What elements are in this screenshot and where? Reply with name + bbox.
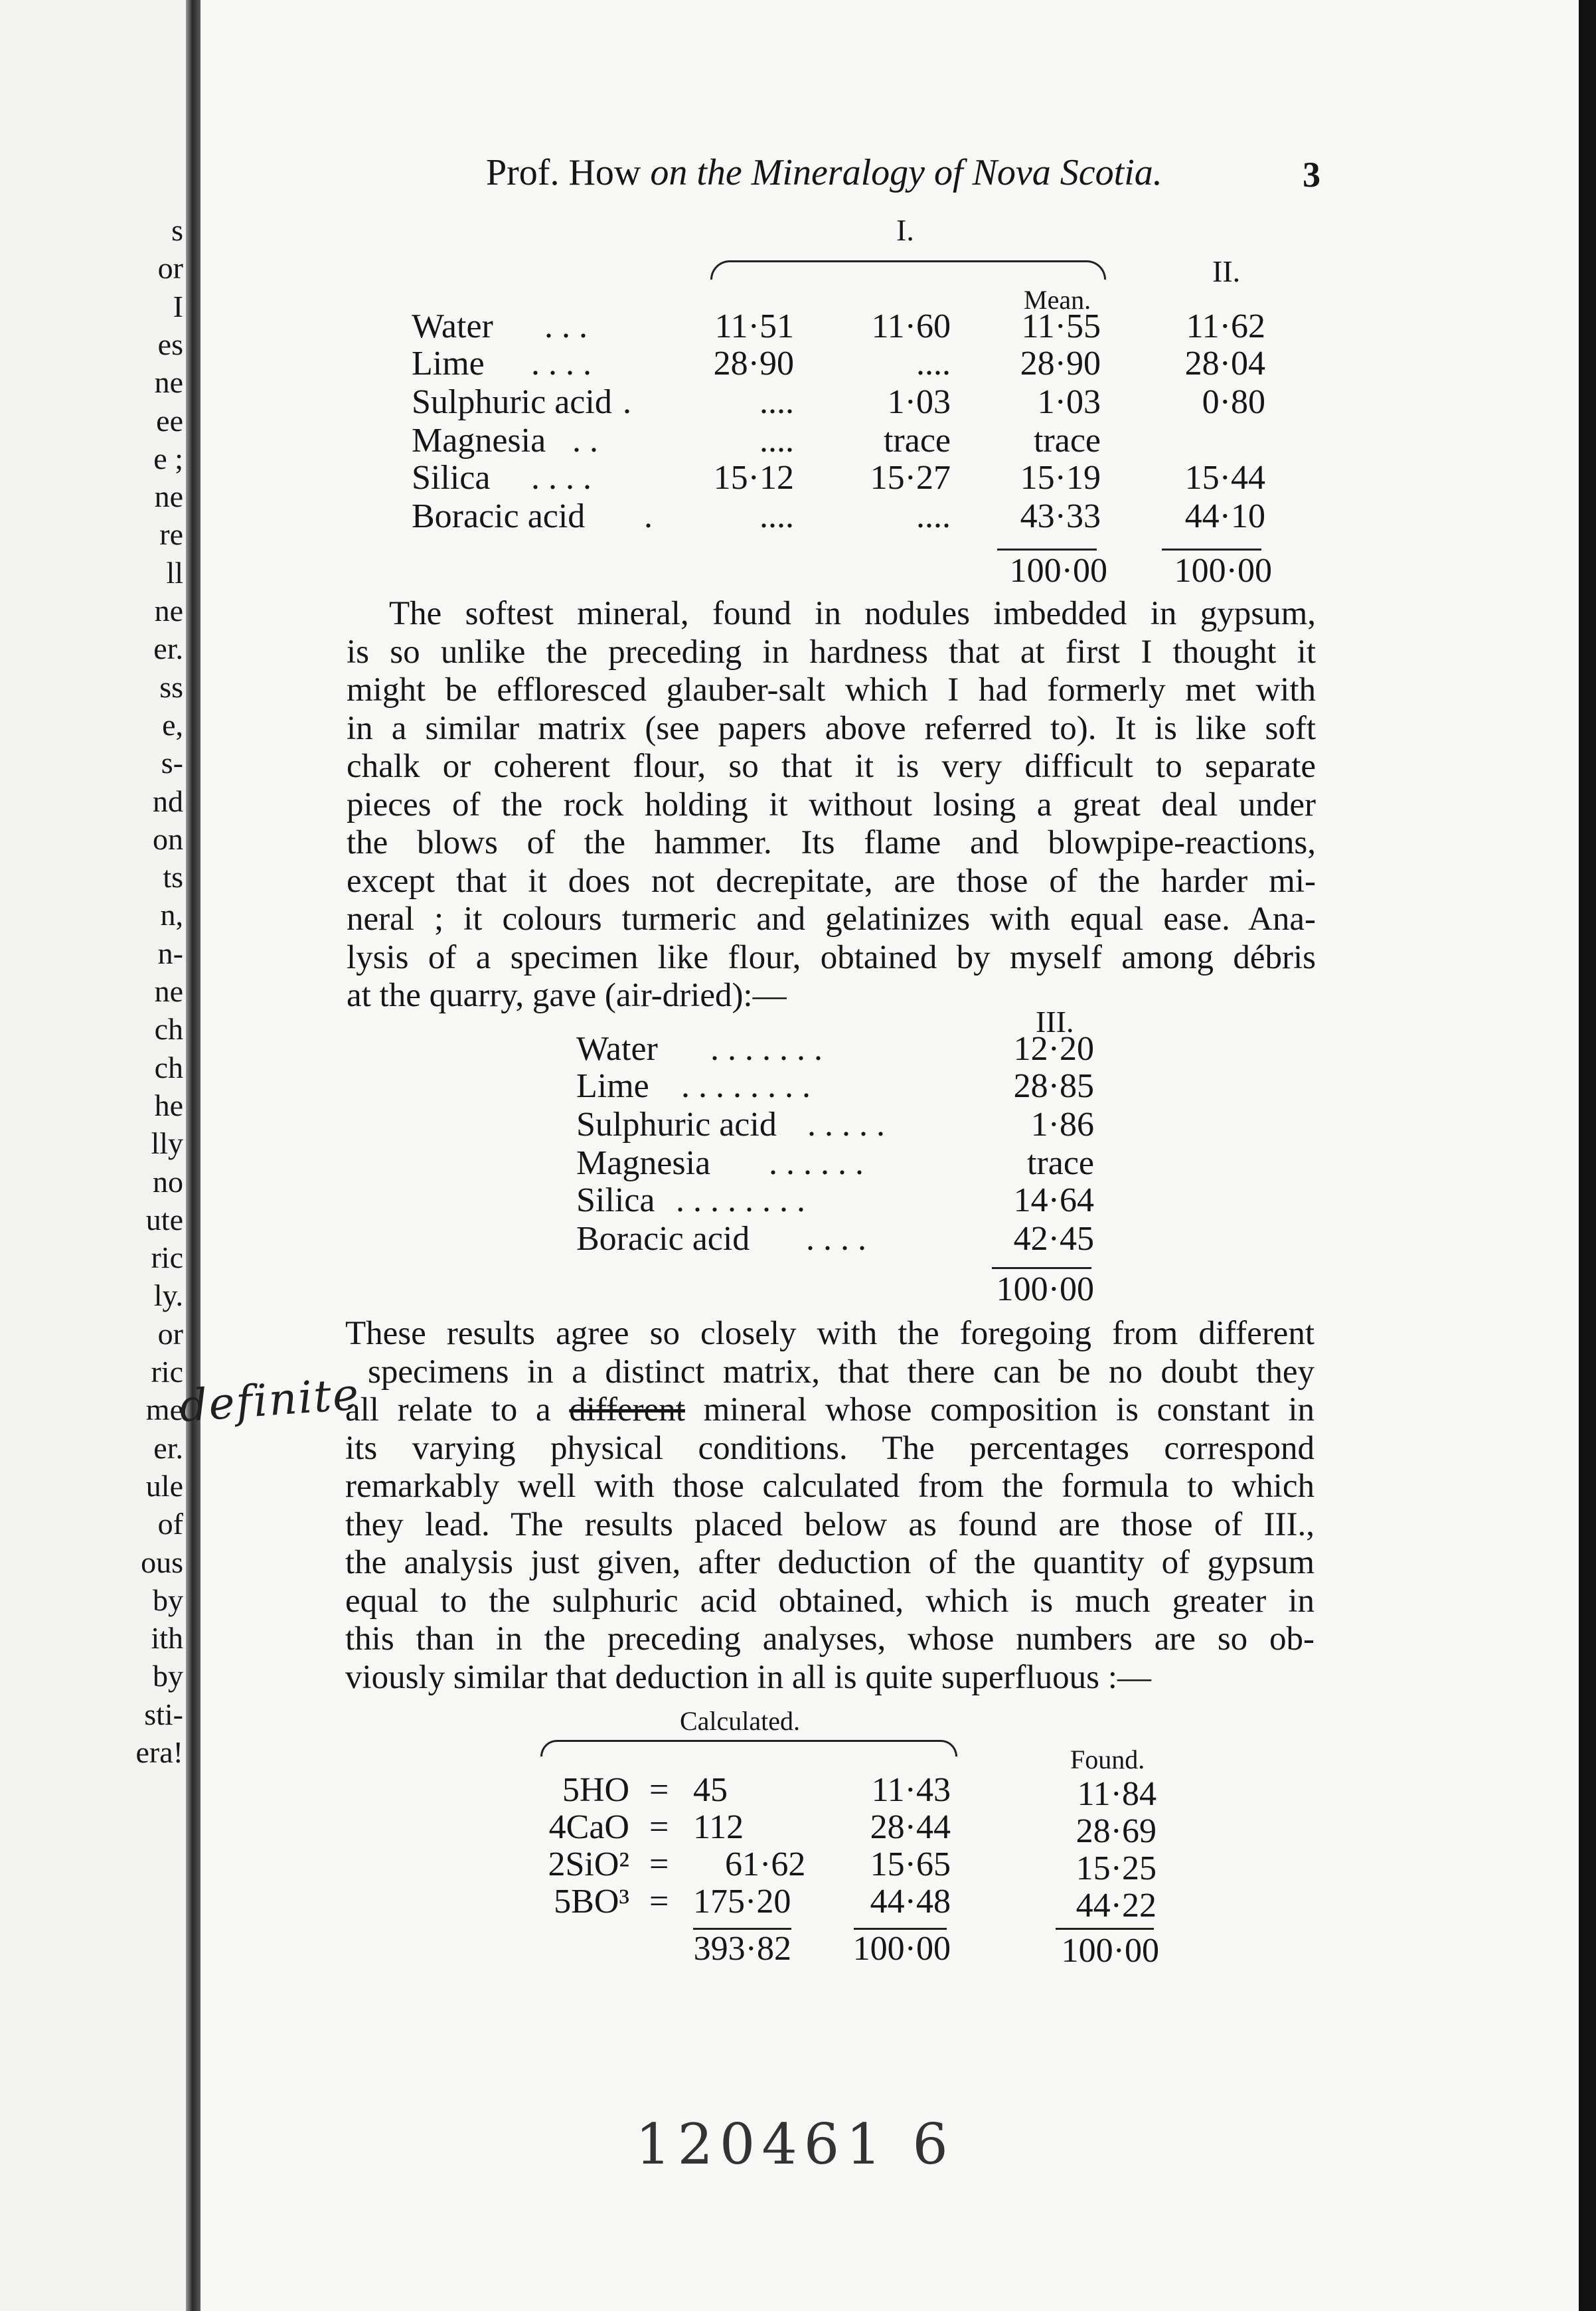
facing-page-fragment: ous [141, 1545, 183, 1579]
table1-cell-a: 28·90 [713, 345, 794, 383]
table2-cell: 1·86 [1030, 1106, 1094, 1144]
para2-line: its varying physical conditions. The percentages correspond [345, 1429, 1315, 1467]
para1-line: lysis of a specimen like flour, obtained by myself among débris [347, 938, 1316, 976]
page-edge [1579, 0, 1596, 2311]
table3-total-found: 100·00 [1061, 1932, 1159, 1970]
table1-cell-mean: 1·03 [1037, 383, 1101, 421]
running-head-title: on the Mineralogy of Nova Scotia. [650, 152, 1162, 193]
table1-cell-ii: 44·10 [1184, 497, 1265, 535]
table2-row-label: Water [576, 1030, 658, 1068]
facing-page-fragment: on [153, 821, 183, 856]
table2-rule [992, 1267, 1091, 1269]
table3-found: 11·84 [1077, 1775, 1157, 1813]
facing-page-fragment: by [153, 1583, 183, 1617]
table1-cell-mean: trace [1033, 422, 1101, 460]
table1-total-ii: 100·00 [1174, 552, 1272, 590]
para1-line: pieces of the rock holding it without losing a great deal under [347, 786, 1316, 823]
facing-page-fragment: ee [156, 403, 183, 438]
table2-total: 100·00 [996, 1270, 1094, 1308]
para2-line: this than in the preceding analyses, whose numbers are so ob- [345, 1620, 1315, 1658]
para2-line: the analysis just given, after deduction of the quantity of gypsum [345, 1544, 1315, 1581]
table3-formula: 4CaO [548, 1808, 629, 1846]
table2-row-leader: . . . . . . [769, 1144, 864, 1182]
para1-line: chalk or coherent flour, so that it is very difficult to separate [347, 748, 1316, 785]
para2-line-1: These results agree so closely with the foregoing from different [345, 1315, 1315, 1352]
table3-pct: 28·44 [870, 1808, 951, 1846]
facing-page-fragment: s [171, 213, 183, 247]
table1-row-leader: . . . . [531, 345, 592, 383]
facing-page-fragment: he [154, 1088, 183, 1122]
table1-brace [710, 260, 1106, 280]
facing-page-fragment: ne [154, 479, 183, 514]
table2-label: III. [1036, 1005, 1074, 1039]
table1-cell-ii: 28·04 [1184, 345, 1265, 383]
facing-page-fragment: e ; [153, 441, 183, 475]
table3-weight: 112 [693, 1808, 744, 1846]
para2-line: viously similar that deduction in all is quite superfluous :— [345, 1658, 1151, 1696]
para2-rest [345, 1430, 1315, 1697]
facing-page-fragment: ll [166, 555, 183, 590]
table3-pct: 11·43 [871, 1771, 951, 1809]
para2-line: equal to the sulphuric acid obtained, which is much greater in [345, 1582, 1315, 1620]
table1-cell-mean: 11·55 [1021, 307, 1101, 345]
page-number: 3 [1303, 155, 1320, 195]
para1-line: The softest mineral, found in nodules imbedded in gypsum, [389, 595, 1316, 632]
table1-row-label: Boracic acid [412, 497, 586, 535]
para1-line: in a similar matrix (see papers above referred to). It is like soft [347, 709, 1316, 747]
facing-page-fragment: er. [153, 632, 183, 666]
table1-cell-a: 11·51 [714, 307, 794, 345]
facing-page-fragment: or [157, 251, 183, 286]
table1-cell-b: .... [916, 345, 951, 383]
para1-line: might be effloresced glauber-salt which I had formerly met with [347, 671, 1316, 709]
table3-formula: 5HO [562, 1771, 629, 1809]
facing-page-fragment: ith [151, 1621, 183, 1656]
facing-page-fragment: ch [154, 1012, 183, 1047]
table2-cell: 12·20 [1013, 1030, 1094, 1068]
table3-equals: = [649, 1883, 669, 1921]
table3-weight: 175·20 [693, 1883, 791, 1921]
table1-cell-a: .... [759, 422, 794, 460]
running-head-author: Prof. How [486, 152, 651, 193]
para2-line: they lead. The results placed below as found are those of III., [345, 1505, 1315, 1543]
facing-page-fragment: er. [153, 1430, 183, 1465]
facing-page-fragment: n- [157, 936, 183, 970]
table3-formula: 5BO³ [554, 1883, 629, 1921]
table1-total-mean: 100·00 [1009, 552, 1107, 590]
table1-cell-b: 1·03 [887, 383, 951, 421]
facing-page-fragment: re [159, 517, 183, 552]
table3-pct: 15·65 [870, 1845, 951, 1883]
facing-page-fragment: ne [154, 365, 183, 400]
facing-page-fragment: s- [161, 746, 183, 780]
struck-word: different [569, 1391, 685, 1428]
facing-page-fragment: ne [154, 974, 183, 1008]
table1-cell-a: .... [759, 383, 794, 421]
handwritten-margin-note: definite [177, 1368, 362, 1432]
table3-formula: 2SiO² [548, 1845, 629, 1883]
table3-equals: = [649, 1808, 669, 1846]
facing-page-fragment: era! [135, 1735, 183, 1769]
facing-page-fragment: lly [151, 1126, 183, 1161]
facing-page-fragment: es [157, 327, 183, 361]
table1-row-leader: . [623, 383, 631, 421]
table1-row-leader: . . [572, 422, 598, 460]
para2-line-2: specimens in a distinct matrix, that there can be no doubt they [368, 1353, 1315, 1391]
facing-page-fragment: me [145, 1393, 183, 1427]
facing-page-fragment: ute [145, 1202, 183, 1237]
facing-page-fragment: no [153, 1164, 183, 1199]
table3-found-label: Found. [1070, 1745, 1145, 1774]
table3-total-weight: 393·82 [693, 1930, 791, 1968]
facing-page-margin [0, 0, 193, 2311]
para1-line: the blows of the hammer. Its flame and blowpipe-reactions, [347, 824, 1316, 861]
paragraph-softest-mineral [347, 595, 1316, 1015]
facing-page-fragment: sti- [144, 1697, 183, 1731]
table2-cell: trace [1026, 1144, 1094, 1182]
table3-equals: = [649, 1845, 669, 1883]
para1-line: at the quarry, gave (air-dried):— [347, 977, 787, 1014]
facing-page-fragment: ss [159, 669, 183, 704]
para2-line-3 [345, 1391, 1315, 1430]
table2-row-leader: . . . . . . . . [681, 1067, 811, 1105]
para2-line-3-pre: all relate to a [345, 1391, 570, 1428]
table3-brace [540, 1740, 957, 1756]
facing-page-fragment: I [173, 289, 183, 323]
table3-calculated-label: Calculated. [680, 1706, 801, 1736]
para1-line: except that it does not decrepitate, are those of the harder mi- [347, 862, 1316, 900]
table2-row-leader: . . . . [806, 1220, 866, 1258]
table1-col2-label: II. [1212, 254, 1241, 288]
facing-page-fragment: ule [145, 1468, 183, 1503]
book-page [177, 0, 1579, 2311]
table1-row-leader: . [644, 497, 653, 535]
table1-mean-label: Mean. [1024, 285, 1091, 315]
table2-cell: 14·64 [1013, 1181, 1094, 1219]
para2-line: remarkably well with those calculated from the formula to which [345, 1468, 1315, 1505]
book-gutter [186, 0, 200, 2311]
table2-row-label: Magnesia [576, 1144, 711, 1182]
facing-page-fragment: e, [162, 707, 183, 742]
table2-row-leader: . . . . . . . [710, 1030, 823, 1068]
facing-page-fragment: ts [163, 860, 183, 895]
table2-row-label: Lime [576, 1067, 649, 1105]
table3-pct: 44·48 [870, 1883, 951, 1921]
table1-cell-a: .... [759, 497, 794, 535]
table1-row-label: Sulphuric acid [412, 383, 612, 421]
table1-cell-b: 11·60 [871, 307, 951, 345]
table1-row-label: Silica [412, 459, 491, 497]
table2-cell: 42·45 [1013, 1220, 1094, 1258]
table1-cell-a: 15·12 [713, 459, 794, 497]
table3-found: 15·25 [1076, 1849, 1157, 1887]
table1-cell-ii: 0·80 [1202, 383, 1265, 421]
table1-cell-b: .... [916, 497, 951, 535]
table1-row-label: Magnesia [412, 422, 546, 460]
table1-cell-b: trace [883, 422, 951, 460]
table1-cell-mean: 15·19 [1020, 459, 1101, 497]
table2-row-leader: . . . . . . . . [676, 1181, 805, 1219]
table1-cell-ii: 11·62 [1186, 307, 1265, 345]
running-head [486, 151, 1162, 194]
para2-line-3-post: mineral whose composition is constant in [684, 1391, 1315, 1428]
facing-page-fragment: ric [151, 1241, 183, 1275]
facing-page-fragment: n, [160, 898, 183, 932]
table1-ii-rule [1162, 549, 1261, 551]
table2-row-label: Silica [576, 1181, 655, 1219]
table3-weight: 61·62 [725, 1845, 806, 1883]
table3-found: 28·69 [1076, 1812, 1157, 1850]
table1-row-leader: . . . [544, 307, 588, 345]
para1-line: neral ; it colours turmeric and gelatinizes with equal ease. Ana- [347, 900, 1316, 938]
table3-total-pct: 100·00 [852, 1930, 951, 1968]
table2-row-label: Sulphuric acid [576, 1106, 777, 1144]
table1-cell-mean: 43·33 [1020, 497, 1101, 535]
table2-row-label: Boracic acid [576, 1220, 750, 1258]
table3-weight: 45 [693, 1771, 728, 1809]
table3-found-rule [1056, 1928, 1154, 1930]
handwritten-accession-number: 120461 6 [635, 2112, 955, 2177]
facing-page-fragment: ne [154, 594, 183, 628]
table2-row-leader: . . . . . [807, 1106, 885, 1144]
table3-equals: = [649, 1771, 669, 1809]
facing-page-fragment: ly. [153, 1278, 183, 1313]
facing-page-fragment: or [157, 1316, 183, 1351]
facing-page-fragment: nd [153, 784, 183, 818]
table1-row-label: Water [412, 307, 493, 345]
facing-page-fragment: ch [154, 1050, 183, 1084]
table1-cell-b: 15·27 [870, 459, 951, 497]
paragraph-results-agree [345, 1315, 1315, 1697]
table1-group-label: I. [896, 213, 914, 247]
table3-found: 44·22 [1076, 1887, 1157, 1925]
table1-row-leader: . . . . [531, 459, 592, 497]
table1-mean-rule [997, 549, 1097, 551]
table1-row-label: Lime [412, 345, 485, 383]
table1-cell-ii: 15·44 [1184, 459, 1265, 497]
facing-page-fragment: by [153, 1659, 183, 1693]
table2-cell: 28·85 [1013, 1067, 1094, 1105]
facing-page-fragment: of [157, 1507, 183, 1541]
para1-line: is so unlike the preceding in hardness that at first I thought it [347, 633, 1316, 671]
facing-page-fragment: ric [151, 1355, 183, 1389]
table1-cell-mean: 28·90 [1020, 345, 1101, 383]
